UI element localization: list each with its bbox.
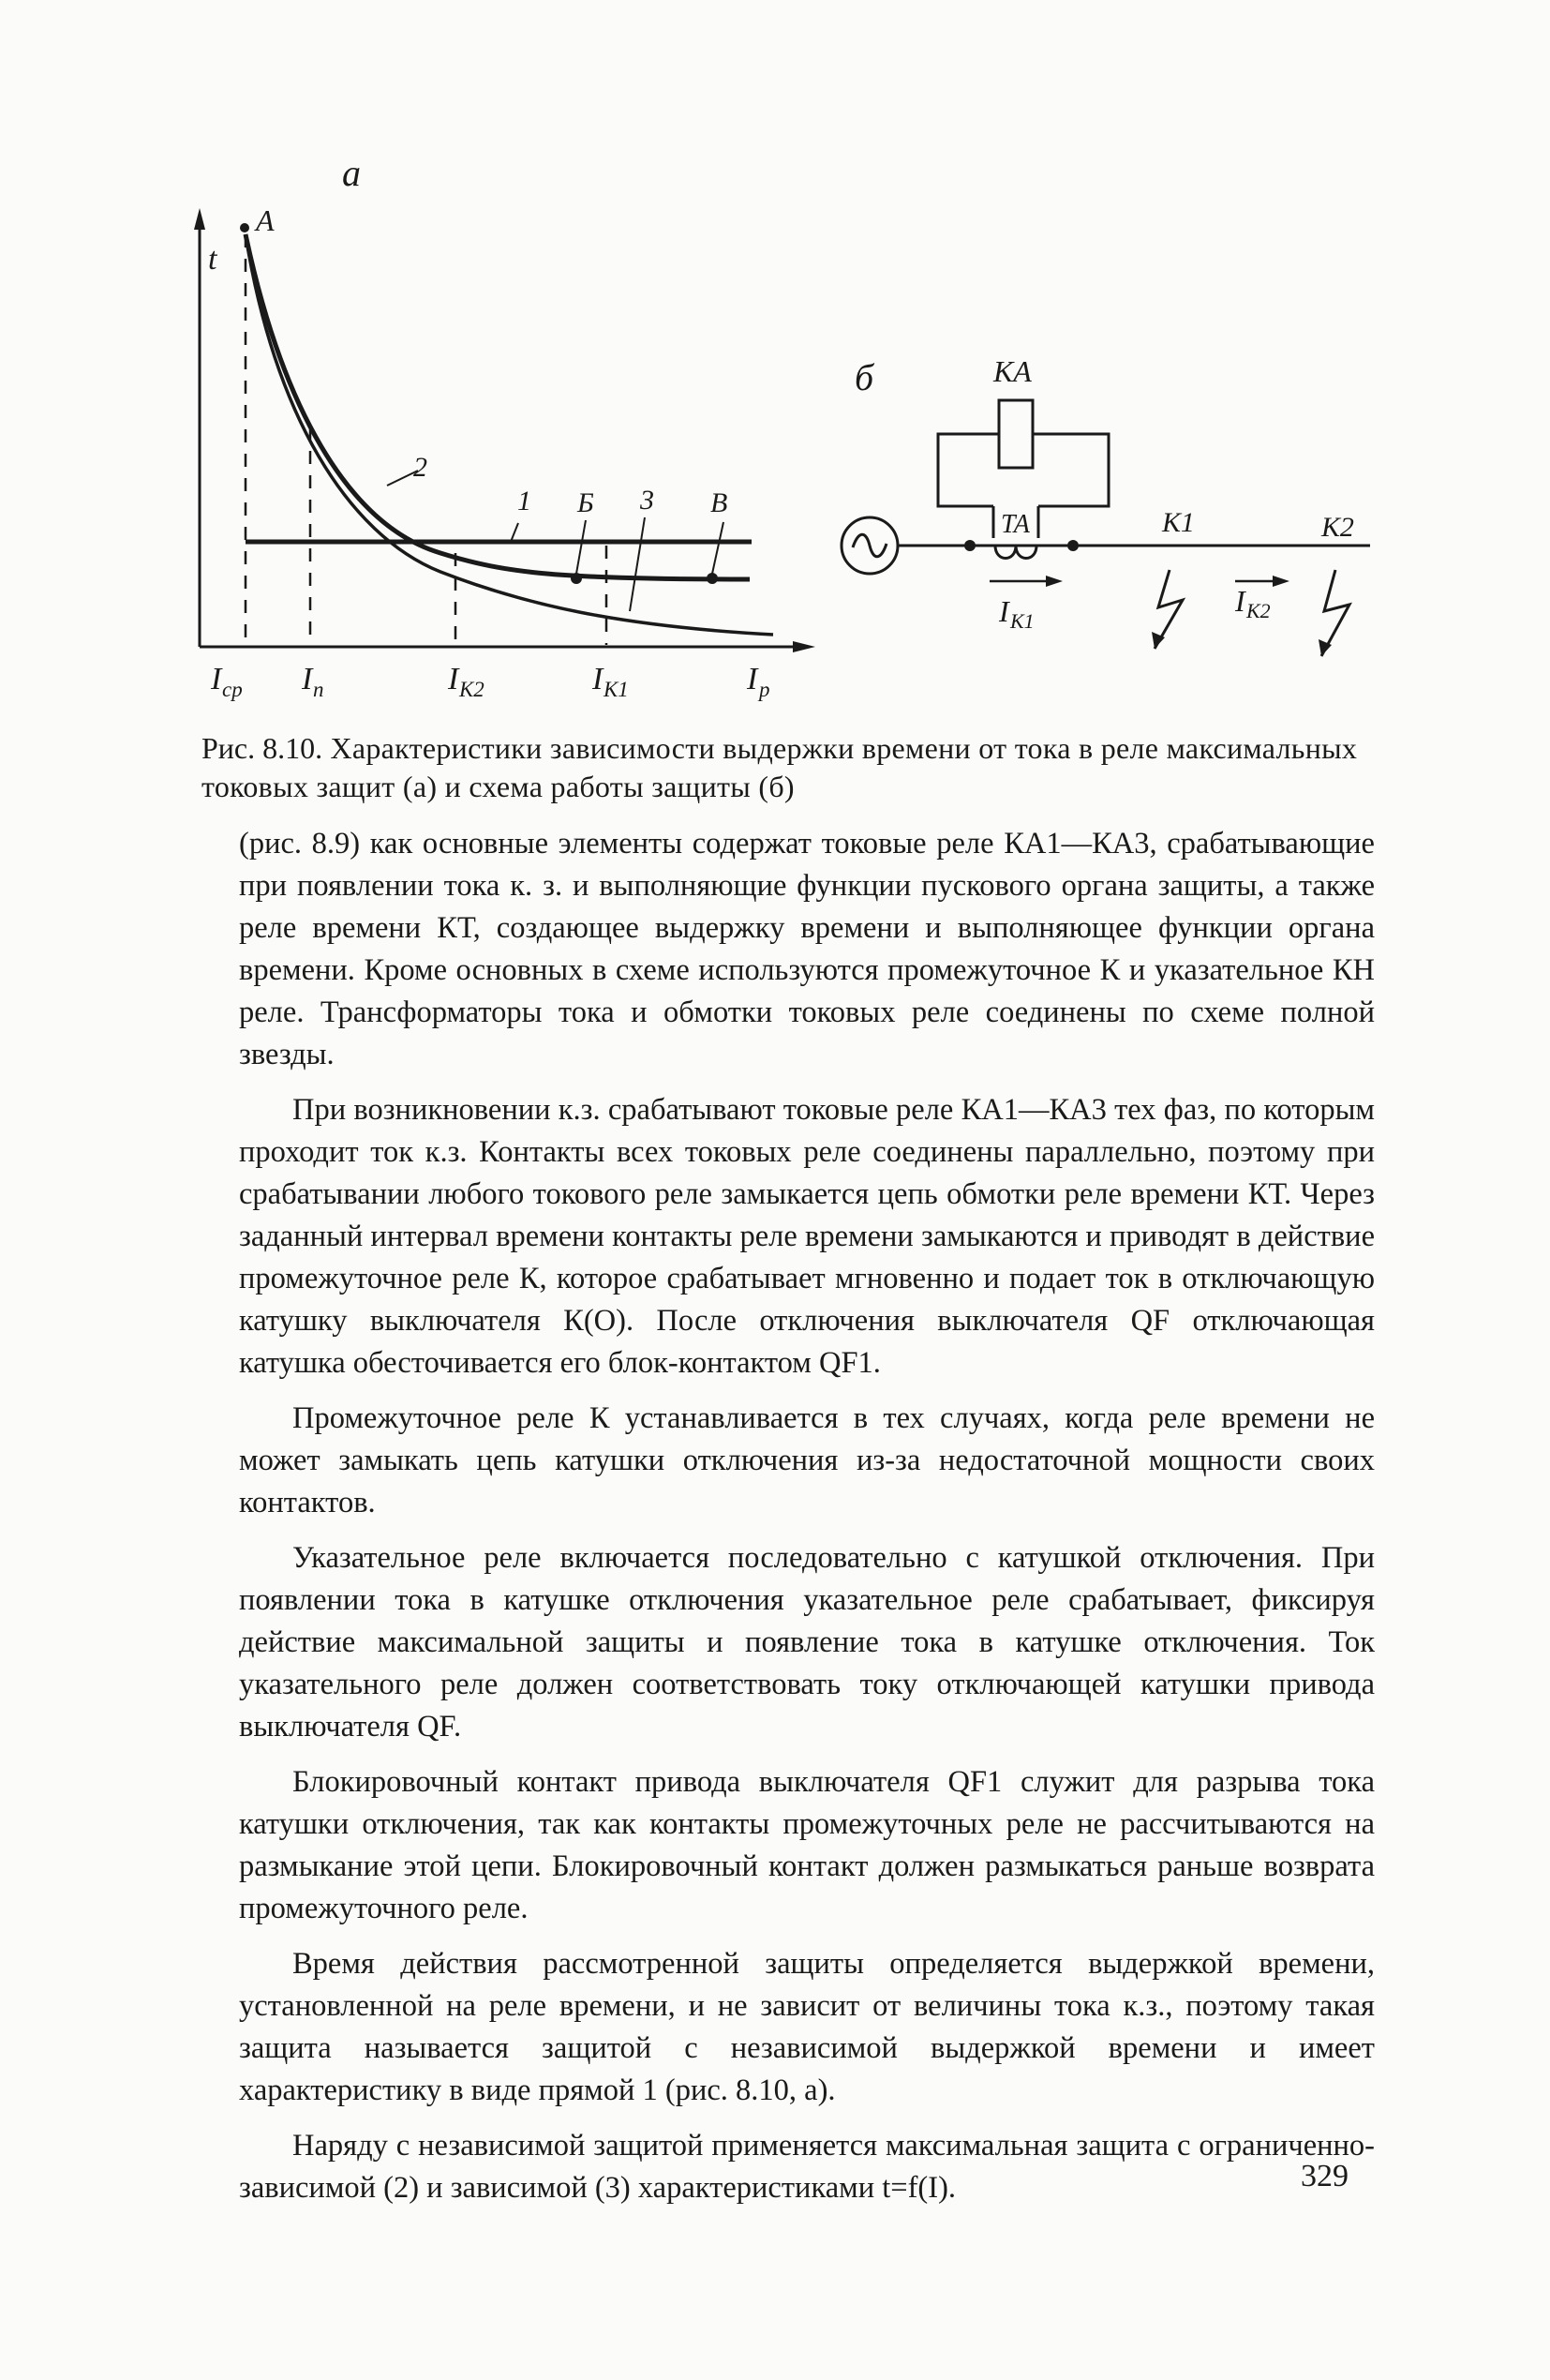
body-text [239,823,1375,2223]
relay-ka-label: КА [993,354,1032,388]
svg-text:К2: К2 [459,678,484,701]
figure-caption [201,729,1382,806]
point-a-label: A [256,203,275,237]
x-tick-ik1 [591,662,629,701]
x-tick-ik2 [447,662,484,701]
dashed-guides [246,234,606,645]
point-a-marker [240,223,249,232]
svg-text:п: п [313,678,324,701]
paragraph: (рис. 8.9) как основные элементы содержат токовые реле КА1—КА3, срабатывающие при появлении тока к. з. и выполняющие функции пускового органа защиты, а также реле времени КТ, создающее выдержку времени и выполняющее функции органа времени. Кроме основных в схеме используются промежуточное К и указательное КН реле. Трансформаторы тока и обмотки токовых реле соединены по схеме полной звезды. [239,827,1375,1071]
caption-label: Рис. 8.10. [201,731,323,765]
svg-text:I: I [747,662,758,696]
point-v-label: В [710,487,728,518]
point-v-marker [707,573,718,584]
curve-2-limited-dependent [246,234,750,579]
svg-text:К1: К1 [604,678,629,701]
current-k2-arrowhead-icon [1273,576,1289,587]
fault-k1-label: К1 [1162,507,1195,538]
panel-b-label: б [855,356,874,398]
x-axis-arrow-icon [793,641,815,652]
svg-text:I: I [211,662,222,696]
curve-1-label: 1 [517,486,531,516]
x-tick-icp [210,662,243,701]
x-tick-ip [301,662,324,701]
svg-text:К1: К1 [1010,609,1035,633]
current-k1-label [998,594,1035,633]
paragraph: Указательное реле включается последовательно с катушкой отключения. При появлении тока в катушке отключения указательное реле срабатывает, фиксируя действие максимальной защиты и появление тока в катушке отключения. Ток указательного реле должен соответствовать току отключающей катушки привода выключателя QF. [239,1541,1375,1744]
y-axis-label: t [208,242,217,277]
curve-3-dependent [246,234,773,635]
panel-a-label: а [342,152,361,194]
paragraph: Наряду с независимой защитой применяется максимальная защита с ограниченно-зависимой (2) и зависимой (3) характеристиками t=f(I). [239,2129,1375,2205]
sine-wave-icon [853,534,887,557]
current-k2-label [1234,584,1271,622]
node-right [1067,540,1079,551]
figure-8-10 [0,0,1550,712]
point-b-label: Б [577,487,594,518]
svg-text:I: I [448,662,459,696]
svg-text:I: I [999,594,1009,628]
page-number: 329 [1301,2159,1349,2193]
y-axis-arrow-icon [194,208,205,230]
transformer-ta-label: ТА [1001,510,1030,539]
x-tick-ip-load [746,662,770,701]
curve-3-label: 3 [640,485,654,516]
curve-2-label: 2 [413,452,427,483]
svg-text:I: I [302,662,313,696]
caption-text: Характеристики зависимости выдержки времени от тока в реле максимальных токовых защит (а) и схема работы защиты (б) [201,731,1358,803]
svg-text:ср: ср [222,678,243,701]
svg-text:р: р [759,678,770,701]
fault-k2-label: К2 [1321,512,1354,543]
svg-text:I: I [1235,584,1245,618]
paragraph: Промежуточное реле К устанавливается в тех случаях, когда реле времени не может замыкать цепь катушки отключения из-за недостаточной мощности своих контактов. [239,1401,1375,1519]
current-transformer-icon [995,546,1036,559]
paragraph: Блокировочный контакт привода выключателя QF1 служит для разрыва тока катушки отключения, так как контакты промежуточных реле не рассчитываются на размыкание этой цепи. Блокировочный контакт должен размыкаться раньше возврата промежуточного реле. [239,1765,1375,1925]
svg-text:I: I [592,662,604,696]
point-b-marker [571,573,582,584]
paragraph: При возникновении к.з. срабатывают токовые реле КА1—КА3 тех фаз, по которым проходит ток к.з. Контакты всех токовых реле соединены параллельно, поэтому при срабатывании любого токового реле замыкается цепь обмотки реле времени КТ. Через заданный интервал времени контакты реле времени замыкаются и приводят в действие промежуточное реле К, которое срабатывает мгновенно и подает ток в отключающую катушку выключателя К(О). После отключения выключателя QF отключающая катушка обесточивается его блок-контактом QF1. [239,1093,1375,1380]
node-left [964,540,976,551]
current-k1-arrowhead-icon [1046,576,1063,587]
svg-text:К2: К2 [1246,599,1271,622]
paragraph: Время действия рассмотренной защиты определяется выдержкой времени, установленной на реле времени, и не зависит от величины тока к.з., поэтому такая защита называется защитой с независимой выдержкой времени и имеет характеристику в виде прямой 1 (рис. 8.10, а). [239,1947,1375,2107]
relay-ka-coil [999,400,1033,468]
